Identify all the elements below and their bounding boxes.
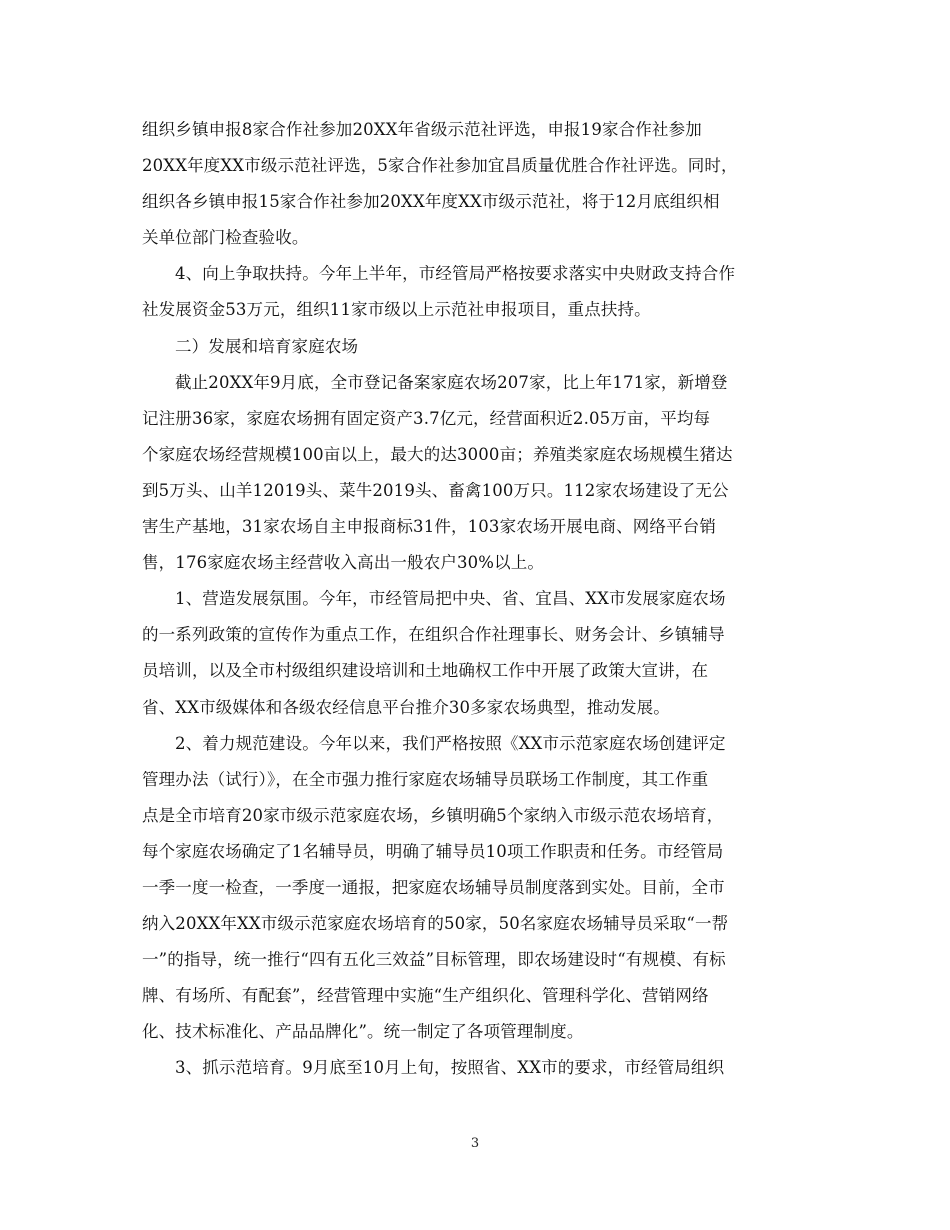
text-line: 员培训，以及全市村级组织建设培训和土地确权工作中开展了政策大宣讲，在 (142, 661, 709, 681)
text-line: 点是全市培育20家市级示范家庭农场，乡镇明确5个家纳入市级示范农场培育， (142, 805, 724, 825)
text-line: 售，176家庭农场主经营收入高出一般农户30%以上。 (142, 553, 545, 573)
text-line: 害生产基地，31家农场自主申报商标31件，103家农场开展电商、网络平台销 (142, 517, 717, 537)
text-line: 省、XX市级媒体和各级农经信息平台推介30多家农场典型，推动发展。 (142, 697, 670, 717)
paragraph-start-line: 2、着力规范建设。今年以来，我们严格按照《XX市示范家庭农场创建评定 (175, 733, 726, 753)
section-heading: 二）发展和培育家庭农场 (175, 336, 359, 356)
text-line: 组织各乡镇申报15家合作社参加20XX年度XX市级示范社，将于12月底组织相 (142, 192, 720, 212)
text-line: 一季一度一检查，一季度一通报，把家庭农场辅导员制度落到实处。目前，全市 (142, 877, 725, 897)
text-line: 纳入20XX年XX市级示范家庭农场培育的50家，50名家庭农场辅导员采取“一帮 (142, 914, 729, 934)
text-line: 组织乡镇申报8家合作社参加20XX年省级示范社评选，申报19家合作社参加 (142, 120, 702, 139)
text-line: 记注册36家，家庭农场拥有固定资产3.7亿元，经营面积近2.05万亩，平均每 (142, 408, 711, 428)
paragraph-start-line: 1、营造发展氛围。今年，市经管局把中央、省、宜昌、XX市发展家庭农场 (175, 589, 726, 609)
text-line: 关单位部门检查验收。 (142, 228, 309, 248)
text-line: 牌、有场所、有配套”，经营管理中实施“生产组织化、管理科学化、营销网络 (142, 986, 709, 1006)
paragraph-start-line: 3、抓示范培育。9月底至10月上旬，按照省、XX市的要求，市经管局组织 (175, 1058, 725, 1078)
body-text (142, 112, 806, 1087)
text-line: 管理办法（试行）》，在全市强力推行家庭农场辅导员联场工作制度，其工作重 (142, 769, 709, 789)
paragraph-start-line: 截止20XX年9月底，全市登记备案家庭农场207家，比上年171家，新增登 (175, 372, 728, 392)
text-line: 到5万头、山羊12019头、菜牛2019头、畜禽100万只。112家农场建设了无公 (142, 480, 729, 500)
page-number: 3 (470, 1136, 480, 1151)
text-line: 一”的指导，统一推行“四有五化三效益”目标管理，即农场建设时“有规模、有标 (142, 950, 726, 970)
text-line: 化、技术标准化、产品品牌化”。统一制定了各项管理制度。 (142, 1022, 584, 1042)
text-line: 的一系列政策的宣传作为重点工作，在组织合作社理事长、财务会计、乡镇辅导 (142, 625, 725, 645)
paragraph-start-line: 4、向上争取扶持。今年上半年，市经管局严格按要求落实中央财政支持合作 (175, 264, 736, 284)
text-line: 社发展资金53万元，组织11家市级以上示范社申报项目，重点扶持。 (142, 300, 651, 320)
text-line: 20XX年度XX市级示范社评选，5家合作社参加宜昌质量优胜合作社评选。同时， (142, 156, 738, 176)
text-line: 每个家庭农场确定了1名辅导员，明确了辅导员10项工作职责和任务。市经管局 (142, 841, 724, 861)
text-line: 个家庭农场经营规模100亩以上，最大的达3000亩；养殖类家庭农场规模生猪达 (142, 444, 733, 464)
